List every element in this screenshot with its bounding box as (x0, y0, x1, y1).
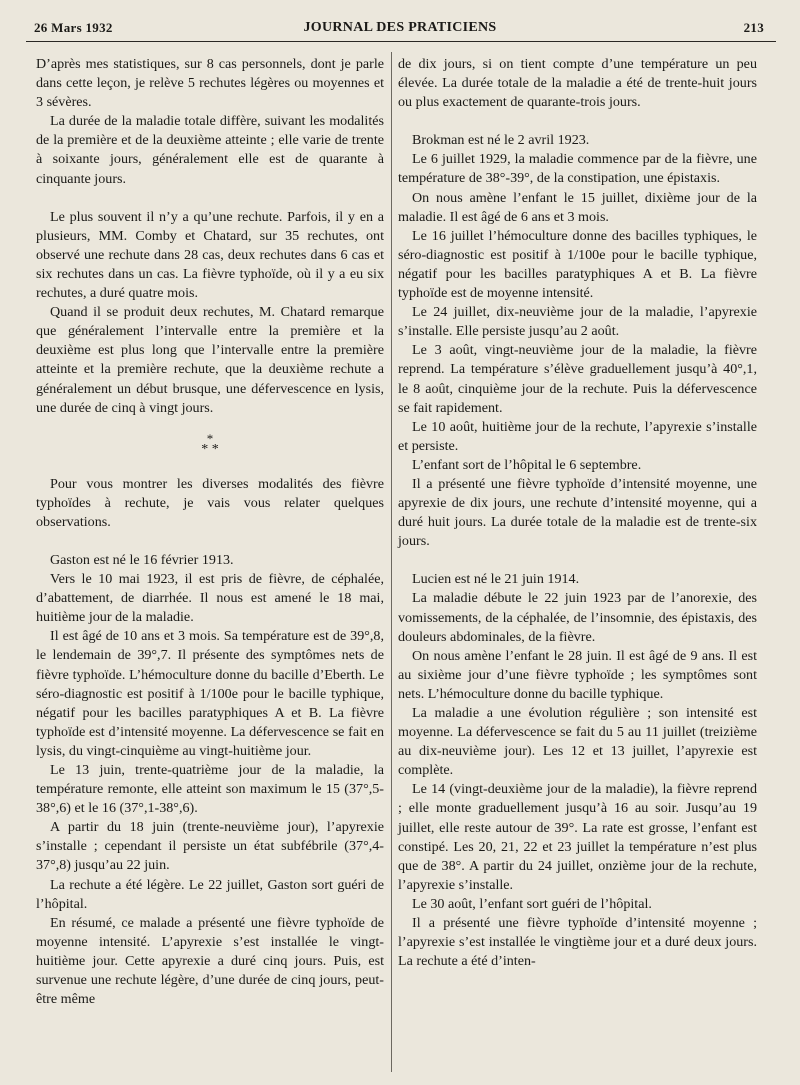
paragraph: Le 14 (vingt-deuxième jour de la maladie), la fièvre reprend ; elle monte graduellement jusqu’à 16 au soir. Jusqu’au 19 juillet, elle reste autour de 39°. La rate est grosse, l’enfant est constipé. Les 20, 21, 22 et 23 juillet la température n’est plus que de 38°. A partir du 24 juillet, onzième jour de la rechute, l’apyrexie s’installe. (398, 781, 757, 893)
paragraph: En résumé, ce malade a présenté une fièvre typhoïde de moyenne intensité. L’apyrexie s’est installée le vingt-huitième jour. Cette apyrexie a duré cinq jours. Puis, est survenue une rechute légère, d’une durée de cinq jours, peut-être même (36, 914, 384, 1008)
paragraph: On nous amène l’enfant le 28 juin. Il est âgé de 9 ans. Il est au sixième jour d’une fièvre typhoïde ; les symptômes sont nets. L’hémoculture donne du bacille typhique. (398, 647, 757, 702)
paragraph: Le 10 août, huitième jour de la rechute, l’apyrexie s’installe et persiste. (398, 418, 757, 454)
case-heading: Gaston est né le 16 février 1913. (50, 551, 234, 568)
paragraph: Il a présenté une fièvre typhoïde d’intensité moyenne ; l’apyrexie s’est installée le vingtième jour et a duré deux jours. La rechute a été d’inten- (398, 915, 757, 970)
paragraph: La rechute a été légère. Le 22 juillet, Gaston sort guéri de l’hôpital. (36, 876, 384, 912)
paragraph: Pour vous montrer les diverses modalités des fièvre typhoïdes à rechute, je vais vous relater quelques observations. (36, 475, 384, 530)
paragraph: Le plus souvent il n’y a qu’une rechute. Parfois, il y en a plusieurs, MM. Comby et Chatard, sur 35 rechutes, ont observé une rechute dans 28 cas, deux rechutes dans 6 cas et six rechutes dans un cas. La fièvre typhoïde, où il y a eu six rechutes, a duré quatre mois. (36, 208, 384, 302)
column-divider (391, 52, 392, 1072)
journal-title: JOURNAL DES PRATICIENS (303, 20, 497, 35)
paragraph: La durée de la maladie totale diffère, suivant les modalités de la première et de la deuxième atteinte ; elle varie de trente à soixante jours, généralement elle est de quarante à cinquante jours. (36, 113, 384, 187)
paragraph: Le 24 juillet, dix-neuvième jour de la maladie, l’apyrexie s’installe. Elle persiste jusqu’au 2 août. (398, 304, 757, 340)
issue-date: 26 Mars 1932 (34, 20, 113, 35)
running-header (24, 16, 776, 42)
paragraph: Vers le 10 mai 1923, il est pris de fièvre, de céphalée, d’abattement, de diarrhée. Il nous est amené le 18 mai, huitième jour de la maladie. (36, 571, 384, 626)
case-heading: Lucien est né le 21 juin 1914. (412, 571, 580, 588)
paragraph: La maladie débute le 22 juin 1923 par de l’anorexie, des vomissements, de la céphalée, de l’insomnie, des épistaxis, des douleurs abdominales, de la fièvre. (398, 590, 757, 645)
paragraph: A partir du 18 juin (trente-neuvième jour), l’apyrexie s’installe ; cependant il persiste un état subfébrile (37°,4-37°,8) jusqu’au 22 juin. (36, 819, 384, 874)
paragraph: La maladie a une évolution régulière ; son intensité est moyenne. La défervescence se fait du 5 au 11 juillet (treizième au dix-neuvième jour). Les 12 et 13 juillet, l’apyrexie est complète. (398, 705, 757, 779)
paragraph: Le 6 juillet 1929, la maladie commence par de la fièvre, une température de 38°-39°, de la constipation, une épistaxis. (398, 151, 757, 187)
section-separator: * * * (201, 430, 219, 457)
paragraph: Il a présenté une fièvre typhoïde d’intensité moyenne, une apyrexie de dix jours, une rechute d’intensité moyenne, qui a duré huit jours. La durée totale de la maladie est de trente-six jours. (398, 475, 757, 550)
paragraph: Le 3 août, vingt-neuvième jour de la maladie, la fièvre reprend. La température s’élève graduellement jusqu’à 40°,1, le 8 août, cinquième jour de la rechute. Puis la défervescence se fait rapidement. (398, 342, 757, 416)
paragraph: L’enfant sort de l’hôpital le 6 septembre. (412, 456, 642, 473)
page-number: 213 (743, 20, 764, 35)
right-column (398, 55, 757, 971)
left-column (36, 55, 384, 1009)
case-heading: Brokman est né le 2 avril 1923. (412, 132, 590, 149)
header-rule (26, 41, 776, 42)
paragraph: On nous amène l’enfant le 15 juillet, dixième jour de la maladie. Il est âgé de 6 ans et 3 mois. (398, 189, 757, 225)
paragraph: de dix jours, si on tient compte d’une température un peu élevée. La durée totale de la maladie a été de trente-huit jours ou plus exactement de quarante-trois jours. (398, 56, 757, 111)
paragraph: Le 30 août, l’enfant sort guéri de l’hôpital. (412, 895, 652, 912)
paragraph: D’après mes statistiques, sur 8 cas personnels, dont je parle dans cette leçon, je relève 5 rechutes légères ou moyennes et 3 sévères. (36, 56, 384, 111)
paragraph: Quand il se produit deux rechutes, M. Chatard remarque que généralement l’intervalle entre la première et la deuxième est plus long que l’intervalle entre la première atteinte et la première rechute, que la deuxième rechute a généralement un début brusque, une défervescence en lysis, une durée de cinq à vingt jours. (36, 304, 384, 416)
paragraph: Le 13 juin, trente-quatrième jour de la maladie, la température remonte, elle atteint son maximum le 15 (37°,5-38°,6) et le 16 (37°,1-38°,6). (36, 762, 384, 817)
paragraph: Il est âgé de 10 ans et 3 mois. Sa température est de 39°,8, le lendemain de 39°,7. Il présente des symptômes nets de fièvre typhoïde. L’hémoculture donne du bacille d’Eberth. Le séro-diagnostic est positif à 1/100e pour le bacille typhique, négatif pour les bacilles paratyphiques A et B. La fièvre typhoïde est d’intensité moyenne. La défervescence se fait en lysis, du vingt-cinquième au vingt-huitième jour. (36, 628, 384, 759)
paragraph: Le 16 juillet l’hémoculture donne des bacilles typhiques, le séro-diagnostic est positif à 1/100e pour le bacille typhique, négatif pour les bacilles paratyphiques A et B. La fièvre typhoïde est de moyenne intensité. (398, 227, 757, 302)
